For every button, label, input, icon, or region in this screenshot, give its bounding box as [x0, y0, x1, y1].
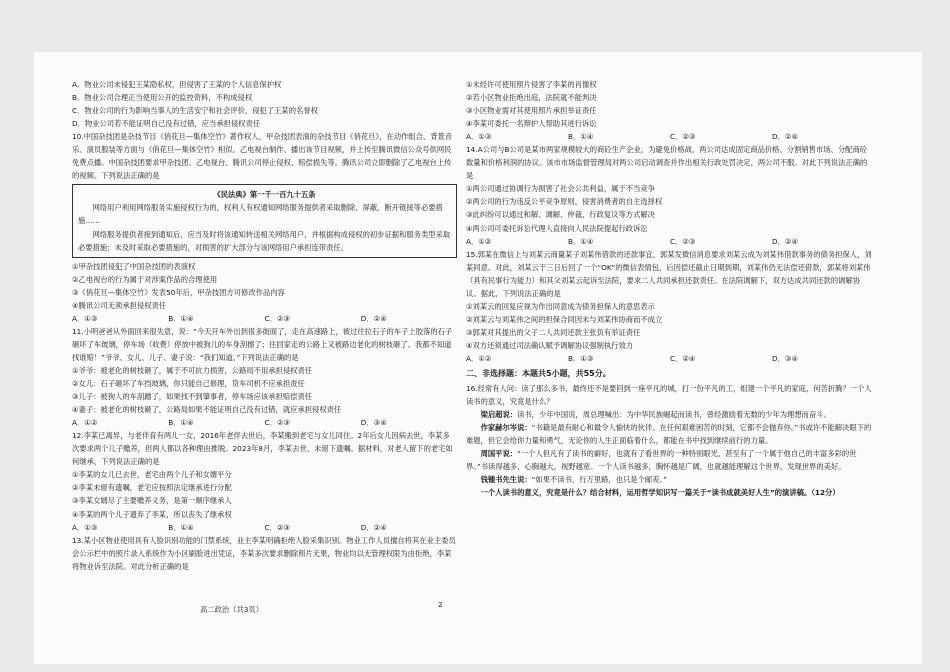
q13-options: [466, 130, 874, 143]
q13-item-1: ①未经许可使用照片侵害了李某的肖像权: [466, 80, 597, 89]
q14-opt-b: B．①④: [568, 236, 594, 246]
q12-options: [72, 521, 457, 534]
q15-opt-d: D．③④: [772, 353, 798, 363]
q11-opt-a: A．①②: [72, 418, 98, 428]
q14-item-2: ②两公司的行为违反公平竞争原则，侵害消费者的自主选择权: [466, 197, 663, 207]
q12-opt-a: A．①③: [72, 522, 98, 532]
q10-item-1: ①甲杂技团侵犯了中国杂技团的表演权: [72, 261, 196, 271]
q13-opt-a: A．①③: [466, 132, 492, 142]
q15-item-2: ②刘某云与刘某伟之间的担保合同因未与刘某伟协商而不成立: [466, 314, 663, 324]
q10-opt-c: C．②③: [264, 313, 290, 323]
q16-quote-1: 读书，少年中国说，周总理喊出：为中华民族崛起而读书，曾经激励着无数的少年为理想而奋斗。: [517, 410, 831, 420]
q9-option-a: A．物业公司未侵犯王某隐私权，但侵害了王某的个人信息保护权: [72, 80, 282, 89]
q11-item-1: ①爷爷：被老化的树枝砸了，属于不可抗力损害，公路局不用承担侵权责任: [72, 365, 313, 375]
question-16-stem: 16.经常有人问：读了那么多书，最终还不是要回到一座平凡的城，打一份平凡的工，组建一个平凡的家庭，何苦折腾？一个人读书的意义，究竟是什么？: [466, 384, 872, 407]
q10-opt-a: A．①③: [72, 313, 98, 323]
q10-item-3: ③《俏花旦—集体空竹》发表50年后，甲杂技团方可修改作品内容: [72, 287, 285, 297]
q15-item-3: ③郭某对其提出的父子二人共同还款主张负有举证责任: [466, 327, 641, 337]
right-column: [466, 78, 874, 500]
q13-opt-c: C．②③: [670, 132, 696, 142]
q10-options: [72, 312, 457, 325]
q16-material-1: [466, 408, 874, 421]
q9-option-b: B．物业公司合理正当使用公开的监控资料，不构成侵权: [72, 93, 253, 103]
q15-item-1: ①刘某云的回复应视为作出同意成为债务担保人的意思表示: [466, 301, 655, 311]
page-number: 2: [438, 600, 443, 609]
q10-opt-b: B．①④: [168, 313, 194, 323]
civil-code-para-1: 网络用户利用网络服务实施侵权行为的，权利人有权通知网络服务提供者采取删除、屏蔽、断开链接等必要措施……: [78, 203, 443, 226]
question-14-stem: 14.A公司与B公司是某市两家规模较大的商砼生产企业，为避免价格战，两公司达成固定商品价格、分割销售市场、分配商砼数量和价格利润的协议。该市市场监督管理局对两公司启动调查并作出相关行政处罚决定，两公司不服。对此下列说法正确的是: [466, 145, 868, 181]
q14-item-4: ④两公司可委托诉讼代理人直接向人民法院提起行政诉讼: [466, 223, 648, 233]
q16-material-4: [466, 473, 874, 486]
q16-task: 一个人读书的意义，究竟是什么？结合材料，运用哲学知识写一篇关于“读书成就美好人生”的演讲稿。（12分）: [480, 488, 840, 498]
question-13-stem: 13.某小区物业使用具有人脸识别功能的门禁系统，业主李某明确拒绝人脸采集识别。物业工作人员擅自将其在业主委员会公示栏中的照片录入系统作为小区刷脸进出凭证，李某多次要求删除照片无果，物业均以无管理权限为由拒绝，李某将物业诉至法院。对此分析正确的是: [72, 535, 456, 571]
q14-opt-d: D．②④: [772, 236, 798, 246]
q11-item-2: ②女儿：石子砸坏了车挡玻璃，你只能自己修理，货车司机不应承担责任: [72, 379, 305, 389]
q16-quote-2: “书籍是最有耐心和最令人愉快的伙伴。在任何艰难困苦的时刻，它都不会抛弃你。”书或许不能解决眼下的难题，但它会给你力量和勇气，无论你的人生正面临着什么，都能在书中找到继续前行的力量。: [466, 423, 872, 446]
q14-item-1: ①两公司通过协调行为损害了社会公共利益，属于不当竞争: [466, 184, 655, 194]
page-footer: 高二政治（共3页）: [200, 605, 264, 614]
q11-opt-b: B．①④: [168, 418, 194, 428]
q16-material-2: [466, 421, 874, 447]
q9-option-c: C．物业公司的行为影响当事人的生活安宁和社会评价，侵犯了王某的名誉权: [72, 106, 318, 116]
q12-item-2: ②李某未留有遗嘱，老宅应按照法定继承进行分配: [72, 483, 232, 493]
question-10-stem: 10.中国杂技团是杂技节目《俏花旦—集体空竹》著作权人，甲杂技团表演的杂技节目《俏花旦》，在动作组合、背景音乐、演员服装等方面与《俏花旦—集体空竹》相似。乙电视台制作、播出该节目视频，并上传至腾讯微信公众号供网民免费点播。中国杂技团要求甲杂技团、乙电视台、腾讯公司停止侵权、赔偿损失等。腾讯公司立即删除了乙电视台上传的视频。下列说法正确的是: [72, 132, 453, 181]
q14-item-3: ③此纠纷可以通过和解、调解、仲裁、行政复议等方式解决: [466, 210, 655, 220]
q11-opt-d: D．③④: [360, 418, 387, 428]
q16-material-3: [466, 447, 874, 473]
civil-code-excerpt-box: [72, 184, 457, 257]
q12-opt-c: C．②③: [264, 522, 290, 532]
q10-opt-d: D．②④: [360, 313, 387, 323]
question-15-stem: 15.郭某在微信上与刘某云商量某子刘某伟借款的还款事宜，郭某发微信消息要求刘某云成为刘某伟借款事务的债务担保人，刘某同意。对此，刘某云于三日后回了一个“OK”的微信表情包，后因偿还截止日期到期，刘某伟仍无法偿还借款，郭某将刘某伟（具有民事行为能力）和其父刘某云起诉至法院，要求二人共同承担还款责任。在法院调解下，双方达成共同还款的调解协议。据此，下列说法正确的是: [466, 249, 872, 298]
q13-item-2: ②若小区物业拒绝出庭，法院就不能判决: [466, 93, 597, 103]
civil-code-para-2: 网络服务提供者接到通知后，应当及时将该通知转送相关网络用户，并根据构成侵权的初步证据和服务类型采取必要措施；未及时采取必要措施的，对损害的扩大部分与该网络用户承担连带责任。: [78, 229, 451, 252]
q11-opt-c: C．②③: [264, 418, 290, 428]
q13-opt-d: D．②④: [772, 132, 798, 142]
question-11-stem: 11.小明爸爸从外面回来很失意，说：“今天开车外出到很多街面了，走在高速路上，被过往拉石子的车子上胶落的石子砸坏了车玻璃，停车场（收费）停放中被狗儿的车身刮擦了；往回家走的公路上又被路边老化的树枝砸了。我都不知道找谁赔！”爷爷、女儿、儿子、妻子说：“我们知道。”下列说法正确的是: [72, 326, 453, 362]
q15-opt-c: C．②④: [670, 353, 696, 363]
left-column: [72, 78, 457, 573]
q15-options: [466, 352, 874, 365]
q11-item-3: ③儿子：被狗人的车刮蹭了，如果找不到肇事者，停车场应该承担赔偿责任: [72, 392, 313, 402]
q9-option-d: D．物业公司若不能证明自己没有过错，应当承担侵权责任: [72, 119, 261, 129]
q16-quote-3: “一个人但凡有了读书的癖好，也就有了看世界的一种特别眼光，甚至有了一个属于他自己的丰富多彩的世界。”书读得越多，心胸越大，视野越宽。一个人读书越多，胸怀越是广阔，也就越能理解这个世界，发现世界的美好。: [466, 449, 857, 472]
q10-item-2: ②乙电视台的行为属于对涉案作品的合理使用: [72, 274, 218, 284]
q12-opt-d: D．②④: [360, 522, 387, 532]
civil-code-title: 《民法典》第一千一百九十五条: [213, 190, 316, 200]
section-2-heading: 二、非选择题：本题共5小题，共55分。: [466, 369, 611, 379]
q14-opt-c: C．②③: [670, 236, 696, 246]
q16-speaker-3: 周国平说：: [480, 449, 518, 459]
q11-item-4: ④妻子：被老化的树枝砸了，公路局如果不能证明自己没有过错，就应承担侵权责任: [72, 405, 342, 415]
q15-opt-b: B．①③: [568, 353, 594, 363]
q11-options: [72, 416, 457, 429]
q12-item-4: ④李某的两个儿子遗弃了李某，所以丧失了继承权: [72, 509, 232, 519]
q15-opt-a: A．①②: [466, 353, 492, 363]
q12-item-1: ①李某的女儿已去世，老宅由两个儿子和女婿平分: [72, 470, 232, 480]
q16-speaker-4: 钱锺书先生说：: [480, 475, 532, 485]
q15-item-4: ④双方还须通过司法确认赋予调解协议强制执行效力: [466, 340, 634, 350]
q14-opt-a: A．①②: [466, 236, 492, 246]
q13-item-4: ④李某可委托一名辩护人帮助其进行诉讼: [466, 119, 597, 129]
q12-opt-b: B．①④: [168, 522, 194, 532]
q13-item-3: ③小区物业需对其使用照片承担举证责任: [466, 106, 597, 116]
q12-item-3: ③李某女婿尽了主要赡养义务，是第一顺序继承人: [72, 496, 232, 506]
question-12-stem: 12.李某已离异，与老伴育有两儿一女，2016年老伴去世后，李某搬到老宅与女儿同住。2年后女儿因病去世，李某多次要求两个儿子赡养，但两人都以各种理由推脱。2023年8月，李某去世，未留下遗嘱。据材料，对老人留下的老宅如何继承，下列说法正确的是: [72, 431, 453, 467]
q14-options: [466, 235, 874, 248]
q16-quote-4: “如果不读书，行万里路，也只是个邮差。”: [531, 475, 667, 485]
q16-speaker-1: 梁启超说：: [480, 410, 518, 420]
q16-speaker-2: 作家赫尔岑说：: [480, 423, 532, 433]
q13-opt-b: B．①④: [568, 132, 594, 142]
q10-item-4: ④腾讯公司无须承担侵权责任: [72, 300, 167, 310]
